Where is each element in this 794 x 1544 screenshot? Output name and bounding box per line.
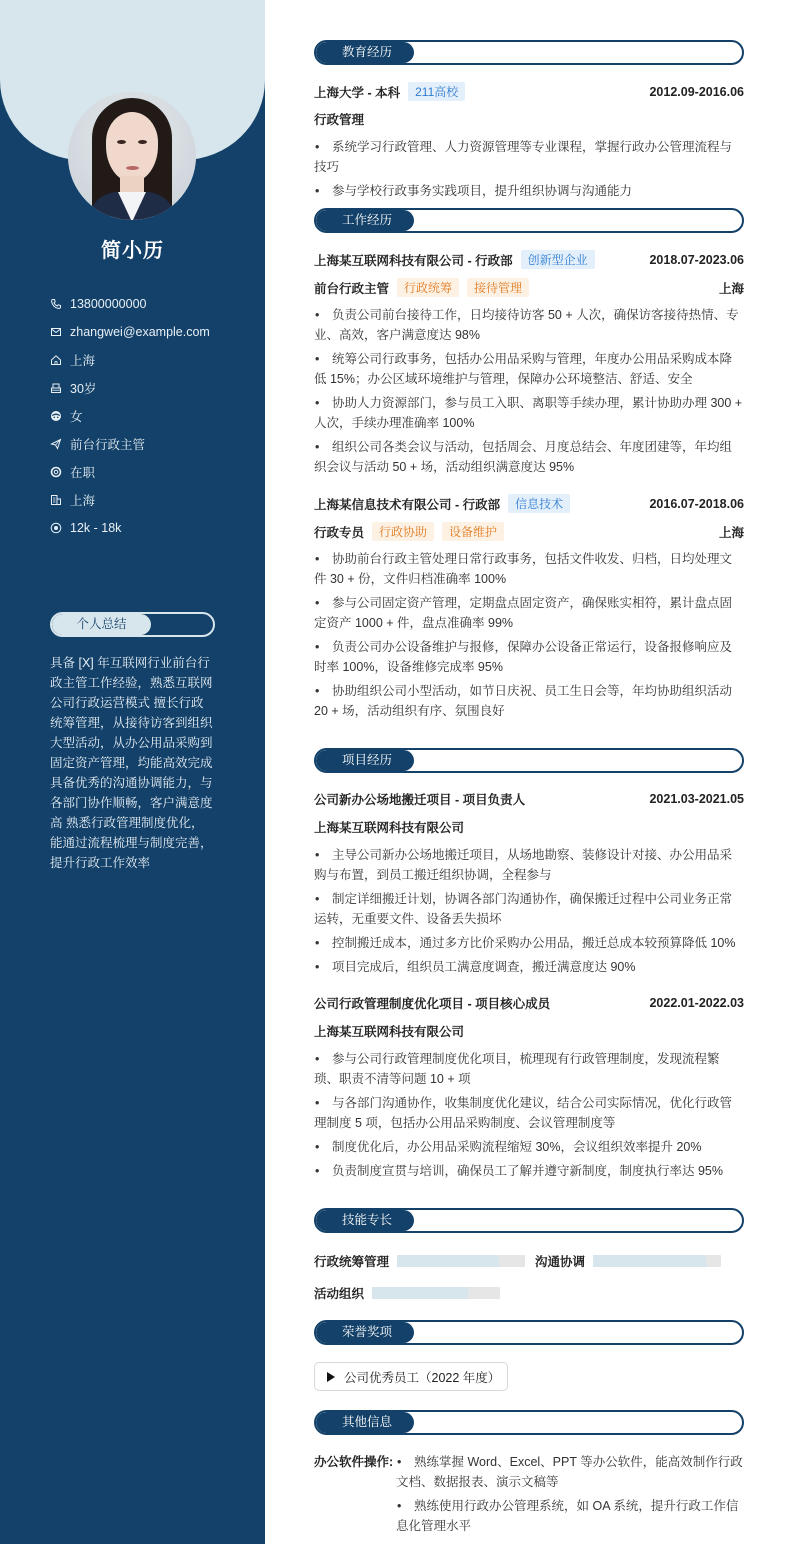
- skill-name: 沟通协调: [535, 1255, 586, 1269]
- info-home: [50, 346, 210, 374]
- project-1-company-row: [314, 818, 744, 836]
- company-tag: 信息技术: [508, 494, 570, 513]
- skill-name: 行政统筹管理: [314, 1255, 390, 1269]
- job-icon: [50, 438, 62, 450]
- summary-section-header: [50, 612, 215, 637]
- info-text: 女: [70, 410, 83, 424]
- work-1-bullets: [314, 305, 744, 481]
- info-text: 上海: [70, 354, 96, 368]
- avatar: [68, 92, 196, 220]
- award-text: 公司优秀员工（2022 年度）: [344, 1370, 501, 1385]
- info-status: [50, 458, 210, 486]
- list-item: • 熟练掌握 Word、Excel、PPT 等办公软件，能高效制作行政文档、数据报表、演示文稿等: [396, 1455, 743, 1489]
- education-bullets: [314, 137, 744, 205]
- status-icon: [50, 466, 62, 478]
- job-role: 行政专员: [314, 525, 365, 540]
- mail-icon: [50, 326, 62, 338]
- other-bullets: [396, 1452, 744, 1540]
- info-text: 前台行政主管: [70, 438, 146, 452]
- summary-title: 个人总结: [52, 614, 151, 635]
- project-2-company-row: [314, 1022, 744, 1040]
- skill-bar: [372, 1287, 500, 1299]
- project-section-header: [314, 748, 744, 773]
- education-date: 2012.09-2016.06: [649, 84, 744, 99]
- skill-item: [314, 1284, 500, 1302]
- city-icon: [50, 494, 62, 506]
- list-item: • 参与学校行政事务实践项目，提升组织协调与沟通能力: [315, 184, 633, 198]
- project-company: 上海某互联网科技有限公司: [314, 821, 465, 835]
- work-2-role-row: [314, 522, 744, 541]
- project-date: 2021.03-2021.05: [649, 792, 744, 806]
- section-title: 荣誉奖项: [316, 1322, 414, 1343]
- info-text: 12k - 18k: [70, 521, 122, 535]
- role-tag: 设备维护: [442, 522, 504, 541]
- info-salary: [50, 514, 210, 542]
- other-section-header: [314, 1410, 744, 1435]
- list-item: • 制定详细搬迁计划，协调各部门沟通协作，确保搬迁过程中公司业务正常运转，无重要文件、设备丢失损坏: [314, 892, 733, 926]
- education-section-header: [314, 40, 744, 65]
- info-gender: [50, 402, 210, 430]
- list-item: • 项目完成后，组织员工满意度调查，搬迁满意度达 90%: [315, 960, 636, 974]
- section-title: 教育经历: [316, 42, 414, 63]
- list-item: • 负责制度宣贯与培训，确保员工了解并遵守新制度，制度执行率达 95%: [315, 1164, 723, 1178]
- skill-name: 活动组织: [314, 1287, 365, 1301]
- project-2-bullets: [314, 1049, 744, 1185]
- work-2-header: [314, 494, 744, 513]
- salary-icon: [50, 522, 62, 534]
- company-name: 上海某互联网科技有限公司 - 行政部: [314, 253, 513, 268]
- role-tag: 行政协助: [372, 522, 434, 541]
- other-label: 办公软件操作:: [314, 1455, 394, 1469]
- section-title: 其他信息: [316, 1412, 414, 1433]
- work-2-bullets: [314, 549, 744, 725]
- work-location: 上海: [718, 525, 744, 540]
- major: 行政管理: [314, 113, 365, 127]
- info-text: zhangwei@example.com: [70, 325, 210, 339]
- skill-item: [535, 1252, 721, 1270]
- info-city: [50, 486, 210, 514]
- awards-section-header: [314, 1320, 744, 1345]
- skill-bar: [593, 1255, 721, 1267]
- project-2-header: [314, 994, 744, 1012]
- phone-icon: [50, 298, 62, 310]
- list-item: • 组织公司各类会议与活动，包括周会、月度总结会、年度团建等，年均组织会议与活动 50 + 场，活动组织满意度达 95%: [314, 440, 733, 474]
- list-item: • 协助组织公司小型活动，如节日庆祝、员工生日会等，年均协助组织活动 20 + 场，活动组织有序、氛围良好: [314, 684, 733, 718]
- other-info: [314, 1452, 744, 1540]
- project-company: 上海某互联网科技有限公司: [314, 1025, 465, 1039]
- candidate-name: 简小历: [101, 240, 164, 262]
- project-1-bullets: [314, 845, 744, 981]
- info-phone: [50, 290, 210, 318]
- list-item: • 控制搬迁成本，通过多方比价采购办公用品，搬迁总成本较预算降低 10%: [315, 936, 736, 950]
- info-age: [50, 374, 210, 402]
- work-section-header: [314, 208, 744, 233]
- info-job: [50, 430, 210, 458]
- list-item: • 负责公司前台接待工作，日均接待访客 50 + 人次，确保访客接待热情、专业、高效，客户满意度达 98%: [314, 308, 739, 342]
- work-date: 2018.07-2023.06: [649, 252, 744, 267]
- list-item: • 统筹公司行政事务，包括办公用品采购与管理，年度办公用品采购成本降低 15%；办公区域环境维护与管理，保障办公环境整洁、舒适、安全: [314, 352, 733, 386]
- project-1-header: [314, 790, 744, 808]
- project-title: 公司新办公场地搬迁项目 - 项目负责人: [314, 793, 526, 807]
- project-title: 公司行政管理制度优化项目 - 项目核心成员: [314, 997, 551, 1011]
- list-item: • 参与公司固定资产管理，定期盘点固定资产，确保账实相符，累计盘点固定资产 1000 + 件，盘点准确率 99%: [314, 596, 733, 630]
- work-date: 2016.07-2018.06: [649, 496, 744, 511]
- age-icon: [50, 382, 62, 394]
- major-row: [314, 110, 744, 128]
- summary-text: 具备 [X] 年互联网行业前台行政主管工作经验，熟悉互联网公司行政运营模式 擅长行政统筹管理，从接待访客到组织大型活动，从办公用品采购到固定资产管理，均能高效完成 具备优秀的沟通协调能力，与各部门协作顺畅，客户满意度高 熟悉行政管理制度优化，能通过流程梳理与制度完善，提升行政工作效率: [50, 656, 213, 870]
- skill-bar: [397, 1255, 525, 1267]
- list-item: • 与各部门沟通协作，收集制度优化建议，结合公司实际情况，优化行政管理制度 5 项，包括办公用品采购制度、会议管理制度等: [314, 1096, 733, 1130]
- info-email: [50, 318, 210, 346]
- list-item: • 熟练使用行政办公管理系统，如 OA 系统，提升行政工作信息化管理水平: [396, 1499, 739, 1533]
- section-title: 技能专长: [316, 1210, 414, 1231]
- sidebar: [0, 0, 265, 1544]
- role-tag: 接待管理: [467, 278, 529, 297]
- list-item: • 负责公司办公设备维护与报修，保障办公设备正常运行，设备报修响应及时率 100%，设备维修完成率 95%: [314, 640, 733, 674]
- work-1-role-row: [314, 278, 744, 297]
- list-item: • 协助前台行政主管处理日常行政事务，包括文件收发、归档，日均处理文件 30 + 份，文件归档准确率 100%: [314, 552, 733, 586]
- play-triangle-icon: [327, 1372, 335, 1382]
- info-text: 30岁: [70, 382, 97, 396]
- job-role: 前台行政主管: [314, 281, 390, 296]
- work-1-header: [314, 250, 744, 269]
- skills-section-header: [314, 1208, 744, 1233]
- role-tag: 行政统筹: [397, 278, 459, 297]
- list-item: • 系统学习行政管理、人力资源管理等专业课程，掌握行政办公管理流程与技巧: [314, 140, 733, 174]
- award-item[interactable]: [314, 1362, 508, 1391]
- info-text: 13800000000: [70, 297, 147, 311]
- company-name: 上海某信息技术有限公司 - 行政部: [314, 497, 501, 512]
- list-item: • 协助人力资源部门，参与员工入职、离职等手续办理，累计协助办理 300 + 人次，手续办理准确率 100%: [314, 396, 743, 430]
- home-icon: [50, 354, 62, 366]
- company-tag: 创新型企业: [521, 250, 595, 269]
- list-item: • 主导公司新办公场地搬迁项目，从场地勘察、装修设计对接、办公用品采购与布置，到员工搬迁组织协调，全程参与: [314, 848, 733, 882]
- work-location: 上海: [718, 281, 744, 296]
- contact-info-list: [50, 290, 210, 542]
- list-item: • 制度优化后，办公用品采购流程缩短 30%，会议组织效率提升 20%: [315, 1140, 702, 1154]
- project-date: 2022.01-2022.03: [649, 996, 744, 1010]
- education-header-row: [314, 82, 744, 101]
- section-title: 工作经历: [316, 210, 414, 231]
- school-name: 上海大学 - 本科: [314, 85, 401, 100]
- info-text: 在职: [70, 466, 96, 480]
- skill-item: [314, 1252, 525, 1270]
- info-text: 上海: [70, 494, 96, 508]
- section-title: 项目经历: [316, 750, 414, 771]
- school-tag: 211高校: [408, 82, 465, 101]
- list-item: • 参与公司行政管理制度优化项目，梳理现有行政管理制度，发现流程繁琐、职责不清等问题 10 + 项: [314, 1052, 720, 1086]
- gender-icon: [50, 410, 62, 422]
